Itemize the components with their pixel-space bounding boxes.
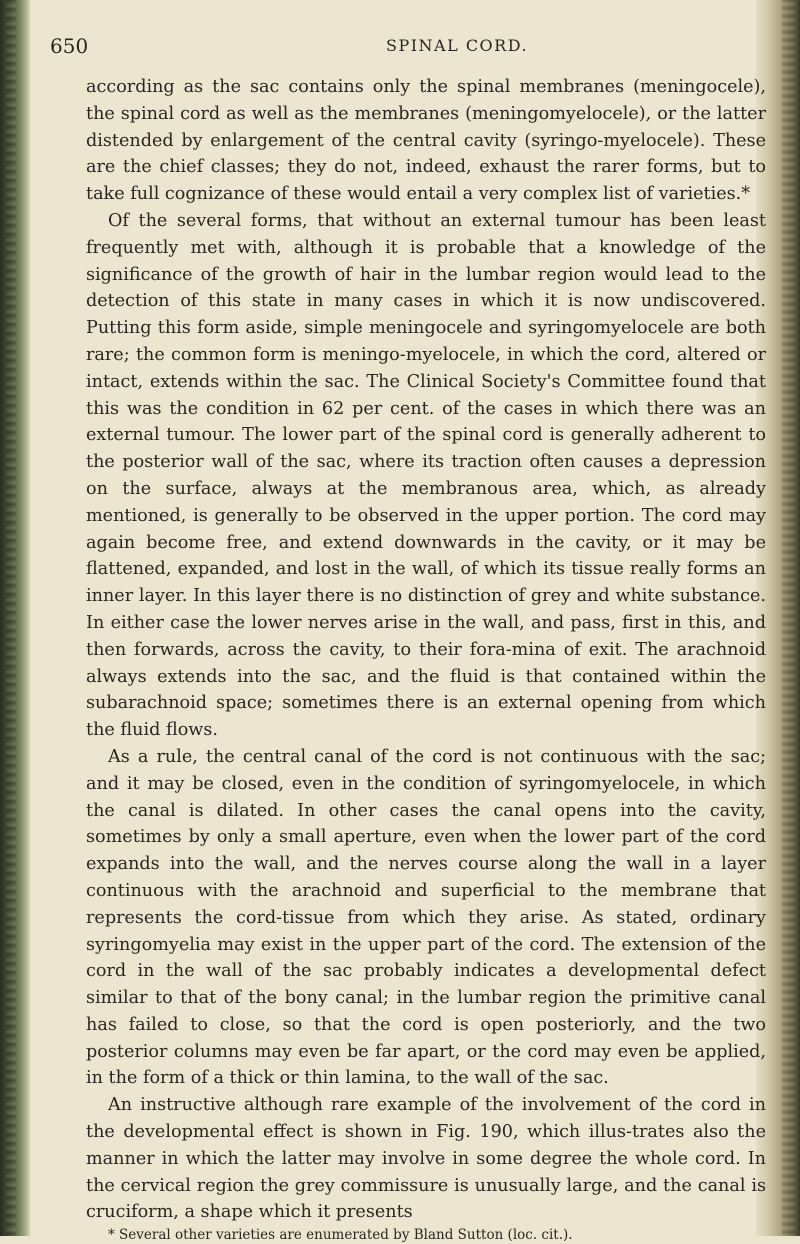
book-spine-shadow: [0, 0, 30, 1236]
book-page: [50, 34, 766, 1244]
paragraph: As a rule, the central canal of the cord is not continuous with the sac; and it may be closed, even in the condition of syringomyelocele, in which the canal is dilated. In other cases the canal opens into the cavity, sometimes by only a small aperture, even when the lower part of the cord expands into the wall, and the nerves course along the wall in a layer continuous with the arachnoid and superficial to the membrane that represents the cord-tissue from which they arise. As stated, ordinary syringomyelia may exist in the upper part of the cord. The extension of the cord in the wall of the sac probably indicates a developmental defect similar to that of the bony canal; in the lumbar region the primitive canal has failed to close, so that the cord is open posteriorly, and the two posterior columns may even be far apart, or the cord may even be applied, in the form of a thick or thin lamina, to the wall of the sac.: [86, 746, 766, 1089]
paragraph: An instructive although rare example of the involvement of the cord in the developmental effect is shown in Fig. 190, which illus-trates also the manner in which the latter may involve in some degree the whole cord. In the cervical region the grey commissure is unusually large, and the canal is cruciform, a shape which it presents: [86, 1095, 766, 1223]
running-head: SPINAL CORD.: [386, 36, 529, 55]
page-header: [50, 34, 766, 74]
page-number: 650: [50, 34, 89, 58]
paragraph: Of the several forms, that without an external tumour has been least frequently met with, although it is probable that a knowledge of the significance of the growth of hair in the lumbar region would lead to the detection of this state in many cases in which it is now undiscovered. Putting this form aside, simple meningocele and syringomyelocele are both rare; the common form is meningo-myelocele, in which the cord, altered or intact, extends within the sac. The Clinical Society's Committee found that this was the condition in 62 per cent. of the cases in which there was an external tumour. The lower part of the spinal cord is generally adherent to the posterior wall of the sac, where its traction often causes a depression on the surface, always at the membranous area, which, as already mentioned, is generally to be observed in the upper portion. The cord may again become free, and extend downwards in the cavity, or it may be flattened, expanded, and lost in the wall, of which its tissue really forms an inner layer. In this layer there is no distinction of grey and white substance. In either case the lower nerves arise in the wall, and pass, first in this, and then forwards, across the cavity, to their fora-mina of exit. The arachnoid always extends into the sac, and the fluid is that contained within the subarachnoid space; sometimes there is an external opening from which the fluid flows.: [86, 210, 766, 741]
paragraph: according as the sac contains only the spinal membranes (meningocele), the spinal cord as well as the membranes (meningomyelocele), or the latter distended by enlargement of the central cavity (syringo-myelocele). These are the chief classes; they do not, indeed, exhaust the rarer forms, but to take full cognizance of these would entail a very complex list of varieties.*: [86, 77, 766, 205]
footnote: * Several other varieties are enumerated by Bland Sutton (loc. cit.).: [108, 1227, 573, 1244]
body-text: [86, 74, 766, 1226]
